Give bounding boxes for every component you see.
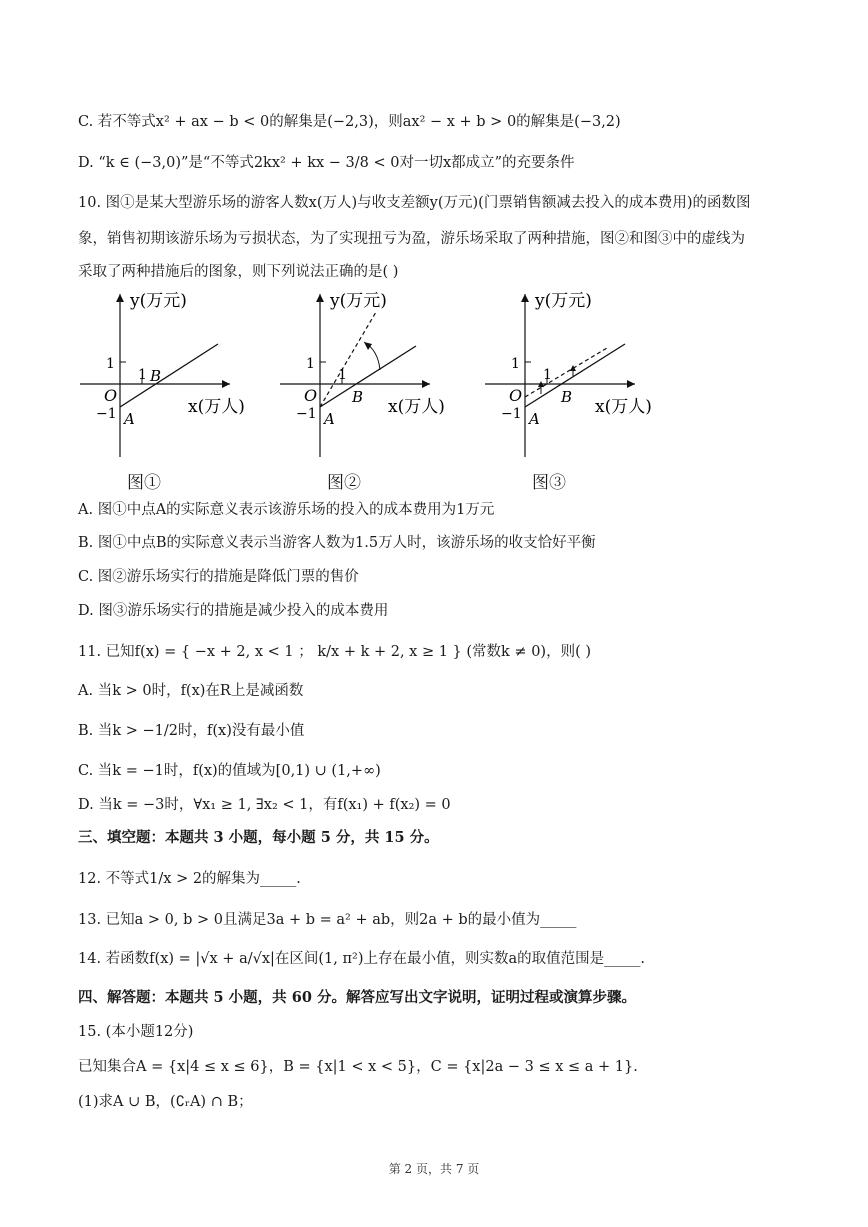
y-tick-1: 1 — [106, 356, 115, 372]
q10-option-a: A. 图①中点A的实际意义表示该游乐场的投入的成本费用为1万元 — [78, 502, 495, 518]
figure-2 — [270, 282, 470, 493]
q15-part-1: (1)求A ∪ B，(∁ᵣA) ∩ B； — [78, 1094, 253, 1110]
y-tick-minus-1: −1 — [296, 406, 317, 422]
x-axis-label: x(万人) — [188, 397, 245, 417]
point-b-label: B — [561, 388, 573, 406]
figure-3-graph — [475, 282, 685, 462]
q9-option-d: D. “k ∈ (−3,0)”是“不等式2kx² + kx − 3/8 < 0对一切x都成立”的充要条件 — [78, 155, 575, 171]
q15-title: 15. (本小题12分) — [78, 1024, 194, 1040]
figure-1 — [70, 282, 270, 493]
q10-option-c: C. 图②游乐场实行的措施是降低门票的售价 — [78, 569, 359, 585]
x-axis-label: x(万人) — [388, 397, 445, 417]
q11-option-c: C. 当k = −1时，f(x)的值域为[0,1) ∪ (1,+∞) — [78, 763, 381, 779]
q10-figures — [70, 282, 690, 497]
y-tick-1: 1 — [511, 356, 520, 372]
figure-2-caption: 图② — [327, 473, 361, 493]
q13: 13. 已知a > 0, b > 0且满足3a + b = a² + ab，则2a + b的最小值为_____ — [78, 912, 577, 928]
q9-option-c: C. 若不等式x² + ax − b < 0的解集是(−2,3)，则ax² − x + b > 0的解集是(−3,2) — [78, 114, 621, 130]
q10-stem-line3: 采取了两种措施后的图象，则下列说法正确的是( ) — [78, 264, 399, 280]
y-axis-label: y(万元) — [535, 291, 592, 311]
q10-option-d: D. 图③游乐场实行的措施是减少投入的成本费用 — [78, 603, 389, 619]
origin-label: O — [304, 386, 318, 405]
figure-3 — [475, 282, 685, 493]
q10-option-b: B. 图①中点B的实际意义表示当游客人数为1.5万人时，该游乐场的收支恰好平衡 — [78, 535, 596, 551]
q15-sets: 已知集合A = {x|4 ≤ x ≤ 6}，B = {x|1 < x < 5}，C = {x|2a − 3 ≤ x ≤ a + 1}. — [78, 1059, 638, 1075]
q11-option-b: B. 当k > −1/2时，f(x)没有最小值 — [78, 723, 305, 739]
point-a-label: A — [529, 410, 540, 428]
x-tick-1: 1 — [138, 367, 147, 383]
figure-3-caption: 图③ — [532, 473, 566, 493]
q10-stem-line2: 象，销售初期该游乐场为亏损状态，为了实现扭亏为盈，游乐场采取了两种措施，图②和图③中的虚线为 — [78, 231, 745, 247]
point-a-label: A — [324, 410, 335, 428]
point-b-label: B — [150, 367, 162, 385]
q10-stem-line1: 10. 图①是某大型游乐场的游客人数x(万人)与收支差额y(万元)(门票销售额减去投入的成本费用)的函数图 — [78, 195, 751, 211]
q11-option-d: D. 当k = −3时，∀x₁ ≥ 1, ∃x₂ < 1，有f(x₁) + f(x₂) = 0 — [78, 797, 451, 813]
q14: 14. 若函数f(x) = |√x + a/√x|在区间(1, π²)上存在最小值，则实数a的取值范围是_____. — [78, 951, 645, 967]
q12: 12. 不等式1/x > 2的解集为_____. — [78, 871, 301, 887]
figure-1-graph — [70, 282, 270, 462]
y-tick-1: 1 — [306, 356, 315, 372]
y-axis-label: y(万元) — [330, 291, 387, 311]
point-b-label: B — [352, 388, 364, 406]
y-axis-label: y(万元) — [130, 291, 187, 311]
figure-2-graph — [270, 282, 470, 462]
section-4-heading: 四、解答题：本题共 5 小题，共 60 分。解答应写出文字说明，证明过程或演算步骤。 — [78, 989, 636, 1006]
origin-label: O — [104, 386, 118, 405]
point-a-label: A — [124, 410, 135, 428]
x-tick-1: 1 — [543, 367, 552, 383]
y-tick-minus-1: −1 — [96, 406, 117, 422]
section-3-heading: 三、填空题：本题共 3 小题，每小题 5 分，共 15 分。 — [78, 829, 439, 846]
y-tick-minus-1: −1 — [501, 406, 522, 422]
figure-1-caption: 图① — [127, 473, 161, 493]
q11-stem: 11. 已知f(x) = { −x + 2, x < 1 ； k/x + k + 2, x ≥ 1 } (常数k ≠ 0)，则( ) — [78, 644, 592, 660]
page-footer: 第 2 页，共 7 页 — [388, 1162, 480, 1176]
x-axis-label: x(万人) — [595, 397, 652, 417]
q11-option-a: A. 当k > 0时，f(x)在R上是减函数 — [78, 683, 304, 699]
origin-label: O — [509, 386, 523, 405]
x-tick-1: 1 — [338, 367, 347, 383]
